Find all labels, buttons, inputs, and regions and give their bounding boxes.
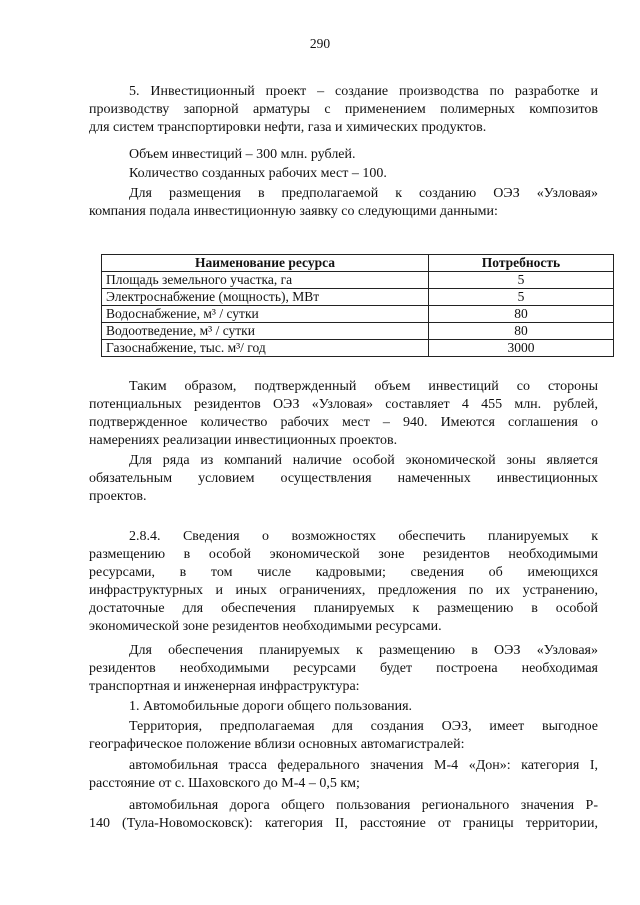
project-paragraph — [89, 83, 598, 137]
table-cell: 5 — [429, 272, 614, 289]
text-line: компания подала инвестиционную заявку со следующими данными: — [89, 204, 498, 219]
column-header: Наименование ресурса — [102, 255, 429, 272]
text-line: географическое положение вблизи основных автомагистралей: — [89, 737, 465, 752]
table-cell: 3000 — [429, 340, 614, 357]
text-line: Таким образом, подтвержденный объем инвестиций со стороны — [129, 379, 598, 394]
text-line: Территория, предполагаемая для создания ОЭЗ, имеет выгодное — [129, 719, 598, 734]
table-row — [102, 289, 614, 306]
text-line: автомобильная трасса федерального значения М-4 «Дон»: категория I, — [129, 758, 598, 773]
table-header-row — [102, 255, 614, 272]
text-line: ресурсами, в том числе кадровыми; сведения об имеющихся — [89, 565, 598, 580]
table-row — [102, 340, 614, 357]
text-line: автомобильная дорога общего пользования регионального значения Р- — [129, 798, 598, 813]
text-line: 140 (Тула-Новомосковск): категория II, расстояние от границы территории, — [89, 816, 598, 831]
investment-amount — [89, 146, 598, 164]
text-line: экономической зоне резидентов необходимыми ресурсами. — [89, 619, 442, 634]
table-cell: 5 — [429, 289, 614, 306]
text-line: инфраструктурных и иных ограничениях, предложения по их устранению, — [89, 583, 598, 598]
infrastructure-paragraph — [89, 642, 598, 696]
text-line: 5. Инвестиционный проект – создание производства по разработке и — [129, 84, 598, 99]
summary-paragraph-2 — [89, 452, 598, 506]
text-line: Для обеспечения планируемых к размещению в ОЭЗ «Узловая» — [129, 643, 598, 658]
roads-heading — [89, 698, 598, 716]
text-line: резидентов необходимыми ресурсами будет построена необходимая — [89, 661, 598, 676]
territory-paragraph — [89, 718, 598, 754]
text-line: производству запорной арматуры с применением полимерных композитов — [89, 102, 598, 117]
summary-paragraph — [89, 378, 598, 450]
column-header: Потребность — [429, 255, 614, 272]
text-line: подтвержденное количество рабочих мест – 940. Имеются соглашения о — [89, 415, 598, 430]
resource-table — [101, 254, 614, 357]
text-line: 2.8.4. Сведения о возможностях обеспечить планируемых к — [129, 529, 598, 544]
text-line: достаточные для обеспечения планируемых к размещению в особой — [89, 601, 598, 616]
text-line: транспортная и инженерная инфраструктура: — [89, 679, 360, 694]
text-line: потенциальных резидентов ОЭЗ «Узловая» составляет 4 455 млн. рублей, — [89, 397, 598, 412]
section-heading-paragraph — [89, 528, 598, 636]
federal-road-paragraph — [89, 757, 598, 793]
table-row — [102, 306, 614, 323]
text-line: для систем транспортировки нефти, газа и химических продуктов. — [89, 120, 487, 135]
text-line: расстояние от с. Шаховского до М-4 – 0,5 км; — [89, 776, 360, 791]
regional-road-paragraph — [89, 797, 598, 833]
table-row — [102, 272, 614, 289]
table-cell: Газоснабжение, тыс. м³/ год — [102, 340, 429, 357]
table-cell: 80 — [429, 323, 614, 340]
application-intro — [89, 185, 598, 221]
text-line: проектов. — [89, 489, 147, 504]
text-line: обязательным условием осуществления намеченных инвестиционных — [89, 471, 598, 486]
table-row — [102, 323, 614, 340]
table-cell: Водоотведение, м³ / сутки — [102, 323, 429, 340]
table-cell: Электроснабжение (мощность), МВт — [102, 289, 429, 306]
text-line: Объем инвестиций – 300 млн. рублей. — [129, 147, 356, 162]
text-line: Для размещения в предполагаемой к созданию ОЭЗ «Узловая» — [129, 186, 598, 201]
table-cell: Водоснабжение, м³ / сутки — [102, 306, 429, 323]
text-line: Количество созданных рабочих мест – 100. — [129, 166, 387, 181]
text-line: размещению в особой экономической зоне резидентов необходимыми — [89, 547, 598, 562]
table-cell: Площадь земельного участка, га — [102, 272, 429, 289]
text-line: 1. Автомобильные дороги общего пользования. — [129, 699, 413, 714]
text-line: намерениях реализации инвестиционных проектов. — [89, 433, 398, 448]
text-line: Для ряда из компаний наличие особой экономической зоны является — [129, 453, 598, 468]
page-number: 290 — [309, 36, 331, 51]
table-cell: 80 — [429, 306, 614, 323]
jobs-count — [89, 165, 598, 183]
